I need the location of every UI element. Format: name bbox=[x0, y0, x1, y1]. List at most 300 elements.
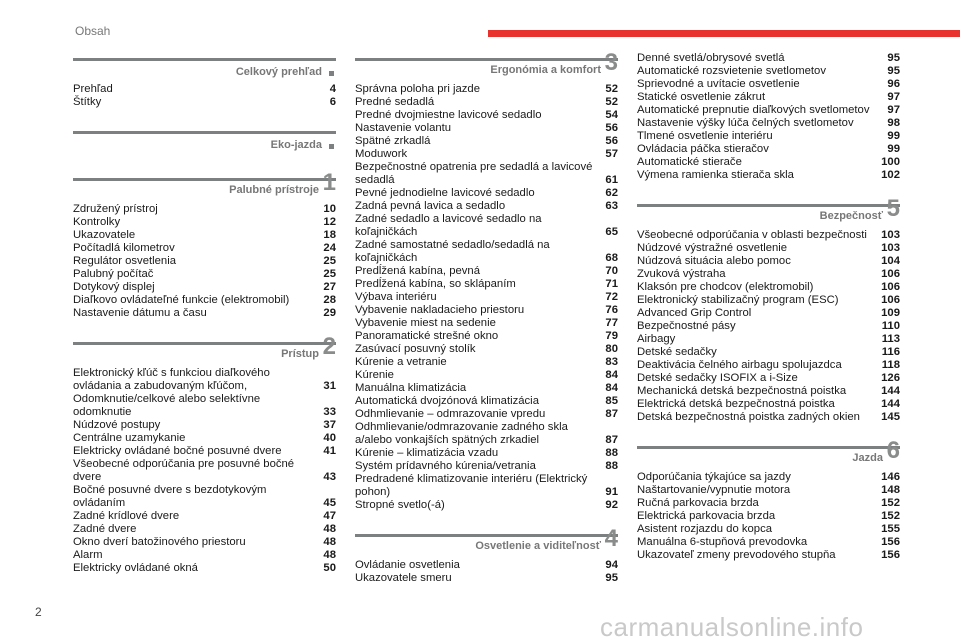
toc-entry-label: Správna poloha pri jazde bbox=[355, 83, 480, 95]
toc-entry[interactable] bbox=[637, 156, 900, 169]
toc-entry-page: 97 bbox=[887, 104, 900, 116]
toc-entry[interactable] bbox=[73, 203, 336, 216]
section-heading bbox=[73, 131, 336, 156]
toc-section bbox=[637, 52, 900, 182]
toc-entry-page: 102 bbox=[881, 169, 900, 181]
toc-entry[interactable] bbox=[73, 393, 336, 419]
toc-section bbox=[73, 58, 336, 109]
toc-entry-list bbox=[637, 229, 900, 424]
toc-entry[interactable] bbox=[637, 255, 900, 268]
toc-entry[interactable] bbox=[73, 96, 336, 109]
toc-entry[interactable] bbox=[355, 473, 618, 499]
toc-column-1 bbox=[73, 50, 336, 597]
toc-entry[interactable] bbox=[73, 523, 336, 536]
toc-entry[interactable] bbox=[73, 281, 336, 294]
toc-entry-label: Ručná parkovacia brzda bbox=[637, 497, 759, 509]
toc-entry[interactable] bbox=[355, 460, 618, 473]
toc-entry-page: 99 bbox=[887, 143, 900, 155]
toc-entry[interactable] bbox=[73, 562, 336, 575]
toc-entry-label: Predné dvojmiestne lavicové sedadlo bbox=[355, 109, 542, 121]
section-heading bbox=[637, 195, 900, 229]
toc-entry[interactable] bbox=[355, 395, 618, 408]
toc-entry[interactable] bbox=[73, 536, 336, 549]
toc-entry-label: Núdzové výstražné osvetlenie bbox=[637, 242, 788, 254]
toc-entry-page: 88 bbox=[605, 447, 618, 459]
toc-entry[interactable] bbox=[637, 143, 900, 156]
toc-entry[interactable] bbox=[73, 458, 336, 484]
toc-entry-page: 145 bbox=[881, 411, 900, 423]
section-title: Prístup bbox=[281, 348, 319, 360]
toc-entry-page: 103 bbox=[881, 229, 900, 241]
toc-entry-page: 62 bbox=[605, 187, 618, 199]
toc-entry-page: 146 bbox=[881, 471, 900, 483]
toc-entry[interactable] bbox=[355, 200, 618, 213]
toc-entry-label: Štítky bbox=[73, 96, 102, 108]
toc-entry-page: 48 bbox=[323, 549, 336, 561]
toc-entry[interactable] bbox=[637, 268, 900, 281]
toc-entry-label: Všeobecné odporúčania pre posuvné bočné dvere bbox=[73, 458, 295, 483]
section-title: Bezpečnosť bbox=[819, 210, 883, 222]
toc-entry-label: Kúrenie bbox=[355, 369, 394, 381]
toc-entry-label: Zadná pevná lavica a sedadlo bbox=[355, 200, 506, 212]
toc-entry[interactable] bbox=[637, 307, 900, 320]
toc-entry-page: 56 bbox=[605, 122, 618, 134]
toc-entry-page: 43 bbox=[323, 471, 336, 483]
toc-entry-label: Elektricky ovládané okná bbox=[73, 562, 198, 574]
toc-entry-page: 48 bbox=[323, 536, 336, 548]
toc-entry-label: Manuálna klimatizácia bbox=[355, 382, 467, 394]
toc-entry-label: Detská bezpečnostná poistka zadných okien bbox=[637, 411, 860, 423]
toc-entry[interactable] bbox=[355, 356, 618, 369]
toc-entry-label: Mechanická detská bezpečnostná poistka bbox=[637, 385, 847, 397]
toc-entry-page: 37 bbox=[323, 419, 336, 431]
section-number: 3 bbox=[604, 49, 618, 76]
toc-entry-page: 95 bbox=[887, 52, 900, 64]
toc-entry-label: Vybavenie nakladacieho priestoru bbox=[355, 304, 525, 316]
toc-entry-page: 68 bbox=[605, 252, 618, 264]
toc-entry-label: Diaľkovo ovládateľné funkcie (elektromobil) bbox=[73, 294, 290, 306]
toc-entry[interactable] bbox=[355, 239, 618, 265]
toc-entry-list bbox=[355, 83, 618, 512]
section-title: Jazda bbox=[852, 452, 883, 464]
toc-entry[interactable] bbox=[73, 307, 336, 320]
toc-entry-page: 148 bbox=[881, 484, 900, 496]
toc-entry[interactable] bbox=[355, 559, 618, 572]
toc-entry-list bbox=[73, 203, 336, 320]
toc-entry[interactable] bbox=[637, 294, 900, 307]
toc-entry-page: 40 bbox=[323, 432, 336, 444]
toc-entry[interactable] bbox=[637, 320, 900, 333]
toc-entry-label: Klaksón pre chodcov (elektromobil) bbox=[637, 281, 814, 293]
toc-entry-page: 126 bbox=[881, 372, 900, 384]
toc-entry[interactable] bbox=[637, 549, 900, 562]
page-number: 2 bbox=[35, 605, 42, 619]
toc-entry-label: Ovládacia páčka stieračov bbox=[637, 143, 769, 155]
toc-entry[interactable] bbox=[73, 549, 336, 562]
toc-entry[interactable] bbox=[355, 187, 618, 200]
section-title: Ergonómia a komfort bbox=[490, 64, 601, 76]
toc-entry-page: 113 bbox=[881, 333, 900, 345]
toc-entry-label: Predné sedadlá bbox=[355, 96, 435, 108]
toc-entry[interactable] bbox=[637, 104, 900, 117]
toc-entry-label: Zadné samostatné sedadlo/sedadlá na koľajničkách bbox=[355, 239, 550, 264]
toc-entry-label: Výmena ramienka stierača skla bbox=[637, 169, 794, 181]
toc-entry-list bbox=[637, 471, 900, 562]
toc-entry-label: Automatické stierače bbox=[637, 156, 742, 168]
toc-entry-page: 116 bbox=[881, 346, 900, 358]
toc-entry-page: 48 bbox=[323, 523, 336, 535]
toc-entry-page: 76 bbox=[605, 304, 618, 316]
toc-entry[interactable] bbox=[637, 78, 900, 91]
section-title: Celkový prehľad bbox=[235, 66, 322, 78]
toc-entry-label: Zadné krídlové dvere bbox=[73, 510, 180, 522]
toc-entry-label: Prehľad bbox=[73, 83, 113, 95]
toc-entry-label: Predĺžená kabína, so sklápaním bbox=[355, 278, 516, 290]
toc-entry[interactable] bbox=[73, 242, 336, 255]
section-heading bbox=[355, 525, 618, 559]
toc-entry[interactable] bbox=[637, 65, 900, 78]
toc-entry[interactable] bbox=[73, 255, 336, 268]
toc-entry[interactable] bbox=[637, 281, 900, 294]
toc-entry-label: Odomknutie/celkové alebo selektívne odomknutie bbox=[73, 393, 261, 418]
toc-entry[interactable] bbox=[637, 346, 900, 359]
toc-entry-page: 33 bbox=[323, 406, 336, 418]
toc-entry[interactable] bbox=[355, 135, 618, 148]
toc-entry-label: Ukazovatele bbox=[73, 229, 136, 241]
toc-entry-page: 28 bbox=[323, 294, 336, 306]
toc-entry-label: Odhmlievanie/odmrazovanie zadného skla a/alebo vonkajších spätných zrkadiel bbox=[355, 421, 568, 446]
toc-entry[interactable] bbox=[637, 471, 900, 484]
toc-entry-page: 25 bbox=[323, 255, 336, 267]
toc-entry[interactable] bbox=[355, 96, 618, 109]
toc-entry-label: Ukazovateľ zmeny prevodového stupňa bbox=[637, 549, 836, 561]
toc-entry-page: 80 bbox=[605, 343, 618, 355]
toc-entry-page: 94 bbox=[605, 559, 618, 571]
toc-entry-page: 104 bbox=[881, 255, 900, 267]
toc-entry[interactable] bbox=[355, 343, 618, 356]
toc-entry-label: Predĺžená kabína, pevná bbox=[355, 265, 480, 277]
toc-entry-page: 29 bbox=[323, 307, 336, 319]
toc-entry-label: Denné svetlá/obrysové svetlá bbox=[637, 52, 785, 64]
toc-entry-page: 84 bbox=[605, 369, 618, 381]
toc-entry-page: 65 bbox=[605, 226, 618, 238]
toc-entry-page: 155 bbox=[881, 523, 900, 535]
toc-entry[interactable] bbox=[355, 291, 618, 304]
toc-entry[interactable] bbox=[73, 216, 336, 229]
toc-entry-page: 97 bbox=[887, 91, 900, 103]
toc-entry[interactable] bbox=[355, 572, 618, 585]
toc-entry[interactable] bbox=[355, 278, 618, 291]
toc-entry-label: Pevné jednodielne lavicové sedadlo bbox=[355, 187, 535, 199]
toc-entry-label: Alarm bbox=[73, 549, 103, 561]
watermark: carmanualsonline.info bbox=[600, 612, 864, 642]
toc-entry[interactable] bbox=[73, 229, 336, 242]
toc-entry-label: Centrálne uzamykanie bbox=[73, 432, 186, 444]
toc-entry[interactable] bbox=[73, 367, 336, 393]
toc-entry-label: Zadné sedadlo a lavicové sedadlo na koľajničkách bbox=[355, 213, 542, 238]
toc-entry[interactable] bbox=[355, 83, 618, 96]
toc-entry[interactable] bbox=[637, 169, 900, 182]
toc-entry[interactable] bbox=[355, 447, 618, 460]
section-heading bbox=[73, 169, 336, 203]
toc-section bbox=[637, 437, 900, 562]
toc-entry[interactable] bbox=[637, 229, 900, 242]
toc-entry-page: 144 bbox=[881, 385, 900, 397]
section-heading bbox=[355, 49, 618, 83]
toc-column-3 bbox=[637, 52, 900, 584]
toc-entry-page: 83 bbox=[605, 356, 618, 368]
toc-entry[interactable] bbox=[637, 536, 900, 549]
toc-entry-page: 50 bbox=[323, 562, 336, 574]
toc-entry-label: Vybavenie miest na sedenie bbox=[355, 317, 496, 329]
toc-entry-list bbox=[73, 83, 336, 109]
toc-section bbox=[637, 195, 900, 424]
toc-entry-label: Bezpečnostné pásy bbox=[637, 320, 736, 332]
toc-entry-page: 4 bbox=[329, 83, 336, 95]
toc-entry-label: Elektronický stabilizačný program (ESC) bbox=[637, 294, 839, 306]
toc-entry-label: Automatické prepnutie diaľkových svetlometov bbox=[637, 104, 870, 116]
toc-entry-label: Kúrenie – klimatizácia vzadu bbox=[355, 447, 499, 459]
toc-entry[interactable] bbox=[355, 265, 618, 278]
section-title: Palubné prístroje bbox=[229, 184, 319, 196]
toc-entry-page: 118 bbox=[881, 359, 900, 371]
toc-entry[interactable] bbox=[637, 510, 900, 523]
toc-entry-page: 10 bbox=[323, 203, 336, 215]
toc-entry-page: 92 bbox=[605, 499, 618, 511]
section-heading bbox=[637, 437, 900, 471]
toc-entry-page: 45 bbox=[323, 497, 336, 509]
toc-entry[interactable] bbox=[73, 432, 336, 445]
toc-entry-label: Tlmené osvetlenie interiéru bbox=[637, 130, 773, 142]
toc-entry-label: Sprievodné a uvítacie osvetlenie bbox=[637, 78, 800, 90]
toc-entry-page: 70 bbox=[605, 265, 618, 277]
toc-entry-label: Dotykový displej bbox=[73, 281, 155, 293]
section-number: 5 bbox=[886, 195, 900, 222]
toc-entry-page: 52 bbox=[605, 96, 618, 108]
section-title: Osvetlenie a viditeľnosť bbox=[475, 540, 601, 552]
toc-entry-label: Kúrenie a vetranie bbox=[355, 356, 447, 368]
toc-entry-page: 87 bbox=[605, 434, 618, 446]
toc-entry[interactable] bbox=[637, 398, 900, 411]
toc-entry-label: Stropné svetlo(-á) bbox=[355, 499, 445, 511]
toc-entry[interactable] bbox=[637, 91, 900, 104]
toc-entry[interactable] bbox=[637, 372, 900, 385]
toc-entry[interactable] bbox=[637, 242, 900, 255]
section-number: 1 bbox=[322, 169, 336, 196]
toc-entry-label: Manuálna 6-stupňová prevodovka bbox=[637, 536, 808, 548]
toc-entry-page: 54 bbox=[605, 109, 618, 121]
toc-entry-label: Bočné posuvné dvere s bezdotykovým ovládaním bbox=[73, 484, 267, 509]
toc-entry[interactable] bbox=[355, 122, 618, 135]
toc-entry-page: 12 bbox=[323, 216, 336, 228]
toc-entry-label: Výbava interiéru bbox=[355, 291, 437, 303]
section-number: 6 bbox=[886, 437, 900, 464]
toc-entry[interactable] bbox=[73, 268, 336, 281]
toc-entry[interactable] bbox=[355, 304, 618, 317]
toc-entry[interactable] bbox=[637, 497, 900, 510]
toc-entry-label: Elektrická detská bezpečnostná poistka bbox=[637, 398, 835, 410]
toc-entry-label: Zasúvací posuvný stolík bbox=[355, 343, 476, 355]
toc-entry[interactable] bbox=[73, 83, 336, 96]
toc-entry-label: Odhmlievanie – odmrazovanie vpredu bbox=[355, 408, 546, 420]
toc-entry[interactable] bbox=[355, 408, 618, 421]
toc-entry-list bbox=[355, 559, 618, 585]
toc-entry-label: Automatické rozsvietenie svetlometov bbox=[637, 65, 826, 77]
toc-entry[interactable] bbox=[355, 317, 618, 330]
toc-entry[interactable] bbox=[637, 359, 900, 372]
toc-entry-page: 106 bbox=[881, 294, 900, 306]
toc-entry-page: 95 bbox=[887, 65, 900, 77]
toc-entry[interactable] bbox=[355, 421, 618, 447]
toc-entry[interactable] bbox=[355, 161, 618, 187]
toc-entry-list bbox=[73, 367, 336, 575]
section-square-icon bbox=[329, 71, 334, 76]
toc-entry-label: Statické osvetlenie zákrut bbox=[637, 91, 766, 103]
toc-entry[interactable] bbox=[355, 499, 618, 512]
toc-entry-label: Palubný počítač bbox=[73, 268, 154, 280]
toc-entry-page: 77 bbox=[605, 317, 618, 329]
toc-entry-label: Moduwork bbox=[355, 148, 408, 160]
toc-entry-page: 98 bbox=[887, 117, 900, 129]
toc-entry-label: Detské sedačky ISOFIX a i-Size bbox=[637, 372, 798, 384]
toc-entry-page: 152 bbox=[881, 497, 900, 509]
toc-entry-label: Airbagy bbox=[637, 333, 676, 345]
section-square-icon bbox=[329, 144, 334, 149]
toc-entry-page: 144 bbox=[881, 398, 900, 410]
toc-section bbox=[355, 49, 618, 512]
toc-entry-label: Zadné dvere bbox=[73, 523, 137, 535]
toc-entry-page: 106 bbox=[881, 281, 900, 293]
section-heading bbox=[73, 58, 336, 83]
toc-entry-label: Panoramatické strešné okno bbox=[355, 330, 499, 342]
toc-entry-label: Bezpečnostné opatrenia pre sedadlá a lavicové sedadlá bbox=[355, 161, 593, 186]
toc-entry-page: 18 bbox=[323, 229, 336, 241]
toc-entry-page: 109 bbox=[881, 307, 900, 319]
toc-entry-page: 84 bbox=[605, 382, 618, 394]
toc-entry-label: Advanced Grip Control bbox=[637, 307, 752, 319]
toc-entry-label: Nastavenie dátumu a času bbox=[73, 307, 207, 319]
toc-column-2 bbox=[355, 50, 618, 607]
toc-entry-page: 156 bbox=[881, 549, 900, 561]
toc-entry-page: 106 bbox=[881, 268, 900, 280]
toc-entry[interactable] bbox=[73, 484, 336, 510]
toc-entry-page: 47 bbox=[323, 510, 336, 522]
toc-entry-page: 56 bbox=[605, 135, 618, 147]
toc-entry-label: Okno dverí batožinového priestoru bbox=[73, 536, 246, 548]
toc-section bbox=[73, 131, 336, 156]
toc-entry[interactable] bbox=[73, 294, 336, 307]
toc-entry-label: Ovládanie osvetlenia bbox=[355, 559, 460, 571]
toc-entry-page: 61 bbox=[605, 174, 618, 186]
toc-entry-label: Elektronický kľúč s funkciou diaľkového ovládania a zabudovaným kľúčom, bbox=[73, 367, 270, 392]
toc-entry-label: Predradené klimatizovanie interiéru (Elektrický pohon) bbox=[355, 473, 588, 498]
section-number: 2 bbox=[322, 333, 336, 360]
toc-entry-label: Regulátor osvetlenia bbox=[73, 255, 176, 267]
toc-entry[interactable] bbox=[73, 510, 336, 523]
toc-entry[interactable] bbox=[637, 52, 900, 65]
toc-entry-page: 85 bbox=[605, 395, 618, 407]
toc-entry-page: 25 bbox=[323, 268, 336, 280]
toc-entry-page: 6 bbox=[329, 96, 336, 108]
toc-entry-label: Nastavenie výšky lúča čelných svetlometov bbox=[637, 117, 854, 129]
toc-entry-label: Automatická dvojzónová klimatizácia bbox=[355, 395, 539, 407]
toc-entry-page: 95 bbox=[605, 572, 618, 584]
header-title: Obsah bbox=[75, 24, 111, 38]
toc-entry-label: Počítadlá kilometrov bbox=[73, 242, 175, 254]
toc-entry-label: Elektrická parkovacia brzda bbox=[637, 510, 776, 522]
toc-entry-label: Odporúčania týkajúce sa jazdy bbox=[637, 471, 791, 483]
toc-entry[interactable] bbox=[637, 523, 900, 536]
toc-entry-page: 79 bbox=[605, 330, 618, 342]
toc-section bbox=[73, 169, 336, 320]
toc-entry-page: 152 bbox=[881, 510, 900, 522]
toc-entry-page: 88 bbox=[605, 460, 618, 472]
toc-section bbox=[355, 525, 618, 585]
toc-entry-label: Núdzové postupy bbox=[73, 419, 161, 431]
toc-entry-label: Naštartovanie/vypnutie motora bbox=[637, 484, 791, 496]
toc-entry[interactable] bbox=[355, 148, 618, 161]
toc-entry-page: 156 bbox=[881, 536, 900, 548]
toc-entry-page: 52 bbox=[605, 83, 618, 95]
toc-entry-page: 71 bbox=[605, 278, 618, 290]
toc-entry-label: Deaktivácia čelného airbagu spolujazdca bbox=[637, 359, 842, 371]
toc-entry-label: Všeobecné odporúčania v oblasti bezpečnosti bbox=[637, 229, 867, 241]
section-heading bbox=[73, 333, 336, 367]
toc-entry[interactable] bbox=[73, 445, 336, 458]
toc-entry-label: Núdzová situácia alebo pomoc bbox=[637, 255, 791, 267]
toc-entry-label: Detské sedačky bbox=[637, 346, 717, 358]
section-title: Eko-jazda bbox=[270, 139, 322, 151]
toc-entry-list bbox=[637, 52, 900, 182]
toc-entry[interactable] bbox=[637, 411, 900, 424]
toc-entry-page: 27 bbox=[323, 281, 336, 293]
toc-entry-label: Asistent rozjazdu do kopca bbox=[637, 523, 773, 535]
toc-entry-label: Združený prístroj bbox=[73, 203, 158, 215]
toc-entry-label: Systém prídavného kúrenia/vetrania bbox=[355, 460, 536, 472]
toc-entry[interactable] bbox=[355, 369, 618, 382]
section-number: 4 bbox=[604, 525, 618, 552]
toc-entry-page: 99 bbox=[887, 130, 900, 142]
toc-entry-page: 57 bbox=[605, 148, 618, 160]
toc-entry-page: 103 bbox=[881, 242, 900, 254]
header-accent-bar bbox=[488, 30, 960, 37]
toc-entry[interactable] bbox=[73, 419, 336, 432]
toc-entry[interactable] bbox=[637, 484, 900, 497]
toc-entry-page: 91 bbox=[605, 486, 618, 498]
toc-entry[interactable] bbox=[637, 117, 900, 130]
toc-entry-page: 110 bbox=[881, 320, 900, 332]
toc-entry-label: Kontrolky bbox=[73, 216, 121, 228]
toc-entry[interactable] bbox=[355, 382, 618, 395]
toc-entry[interactable] bbox=[637, 130, 900, 143]
toc-entry-page: 41 bbox=[323, 445, 336, 457]
toc-entry[interactable] bbox=[637, 385, 900, 398]
toc-entry-label: Elektricky ovládané bočné posuvné dvere bbox=[73, 445, 282, 457]
toc-section bbox=[73, 333, 336, 575]
toc-entry-label: Ukazovatele smeru bbox=[355, 572, 452, 584]
toc-entry-page: 87 bbox=[605, 408, 618, 420]
toc-entry[interactable] bbox=[637, 333, 900, 346]
toc-entry-label: Spätné zrkadlá bbox=[355, 135, 431, 147]
toc-entry-page: 63 bbox=[605, 200, 618, 212]
toc-entry[interactable] bbox=[355, 330, 618, 343]
toc-entry[interactable] bbox=[355, 109, 618, 122]
toc-entry-page: 72 bbox=[605, 291, 618, 303]
toc-entry-page: 96 bbox=[887, 78, 900, 90]
toc-entry-page: 24 bbox=[323, 242, 336, 254]
toc-entry[interactable] bbox=[355, 213, 618, 239]
toc-entry-page: 100 bbox=[881, 156, 900, 168]
